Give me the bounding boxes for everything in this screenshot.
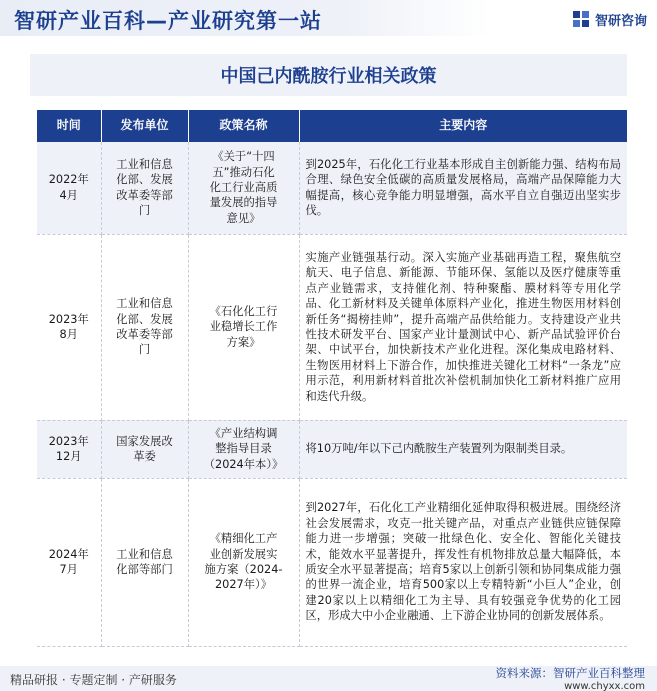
site-title: 智研产业百科—产业研究第一站 xyxy=(14,9,322,33)
cell-content: 到2025年，石化化工行业基本形成自主创新能力强、结构布局合理、绿色安全低碳的高质量发展格局，高端产品保障能力大幅提高，核心竞争能力明显增强，高水平自立自强迈出坚实步伐。 xyxy=(299,142,627,234)
cell-content: 将10万吨/年以下己内酰胺生产装置列为限制类目录。 xyxy=(299,420,627,478)
column-header-date: 时间 xyxy=(37,110,101,142)
footer-services: 精品研报 · 专题定制 · 产研服务 xyxy=(10,673,177,687)
cell-policy-name: 《产业结构调 整指导目录 （2024年本）》 xyxy=(188,420,299,478)
cell-policy-name: 《石化化工行 业稳增长工作 方案》 xyxy=(188,234,299,420)
column-header-name: 政策名称 xyxy=(188,110,299,142)
cell-date: 2023年 12月 xyxy=(37,420,101,478)
cell-content: 到2027年，石化化工产业精细化延伸取得积极进展。围绕经济社会发展需求，攻克一批关键产品，对重点产业链供应链保障能力进一步增强；突破一批绿色化、安全化、智能化关键技术，能效水平显著提升，挥发性有机物排放总量大幅降低，本质安全水平显著提高；培育5家以上创新引领和协同集成能力强的世界一流企业，培育500家以上专精特新“小巨人”企业，创建20家以上以精细化工为主导、具有较强竞争优势的化工园区，形成大中小企业融通、上下游企业协同的创新发展体系。 xyxy=(299,478,627,646)
cell-dept: 工业和信息 化部等部门 xyxy=(101,478,188,646)
cell-dept: 国家发展改 革委 xyxy=(101,420,188,478)
table-row xyxy=(37,420,627,478)
cell-date: 2022年 4月 xyxy=(37,142,101,234)
cell-content: 实施产业链强基行动。深入实施产业基础再造工程，聚焦航空航天、电子信息、新能源、节能环保、氢能以及医疗健康等重点产业链需求，支持催化剂、特种聚酯、膜材料等专用化学品、化工新材料及关键单体原料产业化，推进生物医用材料创新任务“揭榜挂帅”，提升高端产品供给能力。支持建设产业共性技术研发平台、国家产业计量测试中心、新产品试验评价台架、中试平台，加快新技术产业化进程。深化集成电路材料、生物医用材料上下游合作，加快推进关键化工材料“一条龙”应用示范，利用新材料首批次补偿机制加快化工新材料推广应用和迭代升级。 xyxy=(299,234,627,420)
source-url[interactable]: www.chyxx.com xyxy=(564,681,645,691)
zhiyan-logo-icon xyxy=(572,10,590,28)
footer-source xyxy=(496,667,646,691)
page-title-box xyxy=(30,54,627,96)
policy-table xyxy=(37,110,627,647)
cell-policy-name: 《关于“十四 五”推动石化 化工行业高质 量发展的指导 意见》 xyxy=(188,142,299,234)
table-row xyxy=(37,142,627,234)
brand-name: 智研咨询 xyxy=(594,13,647,29)
cell-policy-name: 《精细化工产 业创新发展实 施方案（2024- 2027年）》 xyxy=(188,478,299,646)
page-title: 中国己内酰胺行业相关政策 xyxy=(220,66,437,87)
cell-date: 2023年 8月 xyxy=(37,234,101,420)
source-note: 资料来源：智研产业百科整理 xyxy=(495,666,645,680)
table-row xyxy=(37,478,627,646)
cell-dept: 工业和信息 化部、发展 改革委等部 门 xyxy=(101,142,188,234)
column-header-content: 主要内容 xyxy=(299,110,627,142)
top-banner xyxy=(0,0,657,36)
brand[interactable] xyxy=(572,9,647,29)
cell-date: 2024年 7月 xyxy=(37,478,101,646)
table-header-row xyxy=(37,110,627,142)
column-header-dept: 发布单位 xyxy=(101,110,188,142)
table-row xyxy=(37,234,627,420)
cell-dept: 工业和信息 化部、发展 改革委等部 门 xyxy=(101,234,188,420)
footer xyxy=(0,666,657,691)
